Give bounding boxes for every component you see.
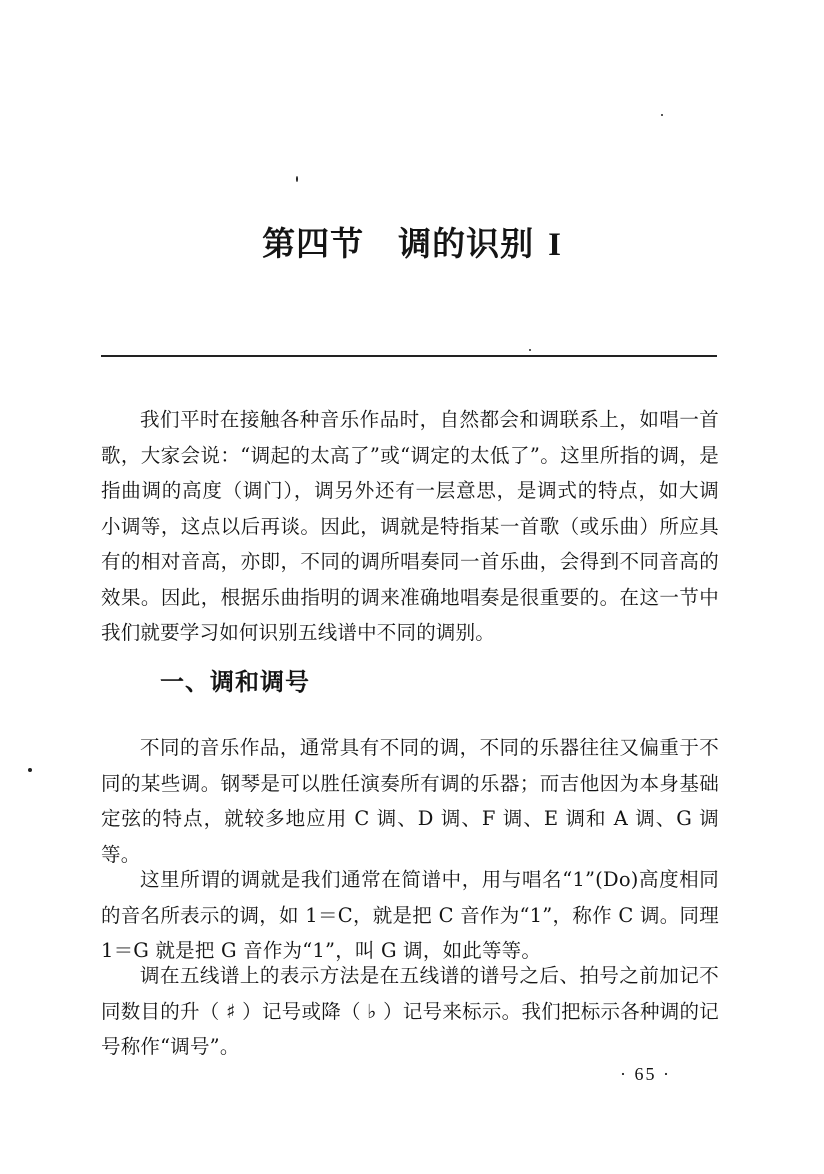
key-signature-paragraph: 调在五线谱上的表示方法是在五线谱的谱号之后、拍号之前加记不同数目的升（ ♯ ）记号或降（ ♭ ）记号来标示。我们把标示各种调的记号称作“调号”。	[101, 964, 719, 1058]
intro-paragraph: 我们平时在接触各种音乐作品时，自然都会和调联系上，如唱一首歌，大家会说：“调起的太高了”或“调定的太低了”。这里所指的调，是指曲调的高度（调门），调另外还有一层意思，是调式的特点，如大调小调等，这点以后再谈。因此，调就是特指某一首歌（或乐曲）所应具有的相对音高，亦即，不同的调所唱奏同一首乐曲，会得到不同音高的效果。因此，根据乐曲指明的调来准确地唱奏是很重要的。在这一节中我们就要学习如何识别五线谱中不同的调别。	[101, 408, 719, 644]
definition-paragraph: 这里所谓的调就是我们通常在简谱中，用与唱名“1”(Do)高度相同的音名所表示的调，如 1＝C，就是把 C 音作为“1”，称作 C 调。同理 1＝G 就是把 G 音作为“1”，叫 G 调，如此等等。	[101, 868, 719, 962]
title-divider	[101, 355, 717, 357]
instruments-paragraph: 不同的音乐作品，通常具有不同的调，不同的乐器往往又偏重于不同的某些调。钢琴是可以胜任演奏所有调的乐器；而吉他因为本身基础定弦的特点，就较多地应用 C 调、D 调、F 调、E 调和 A 调、G 调等。	[101, 736, 719, 866]
scan-speck	[661, 114, 663, 116]
title-numeral: I	[548, 227, 562, 263]
section-number: 第四节	[262, 224, 365, 263]
section-topic: 调的识别	[398, 224, 535, 263]
scan-speck	[28, 768, 32, 772]
section-heading: 一、调和调号	[160, 668, 310, 696]
page-title	[0, 222, 824, 267]
page-number: · 65 ·	[620, 1064, 671, 1084]
scan-speck	[529, 349, 531, 351]
scan-speck	[296, 176, 298, 182]
